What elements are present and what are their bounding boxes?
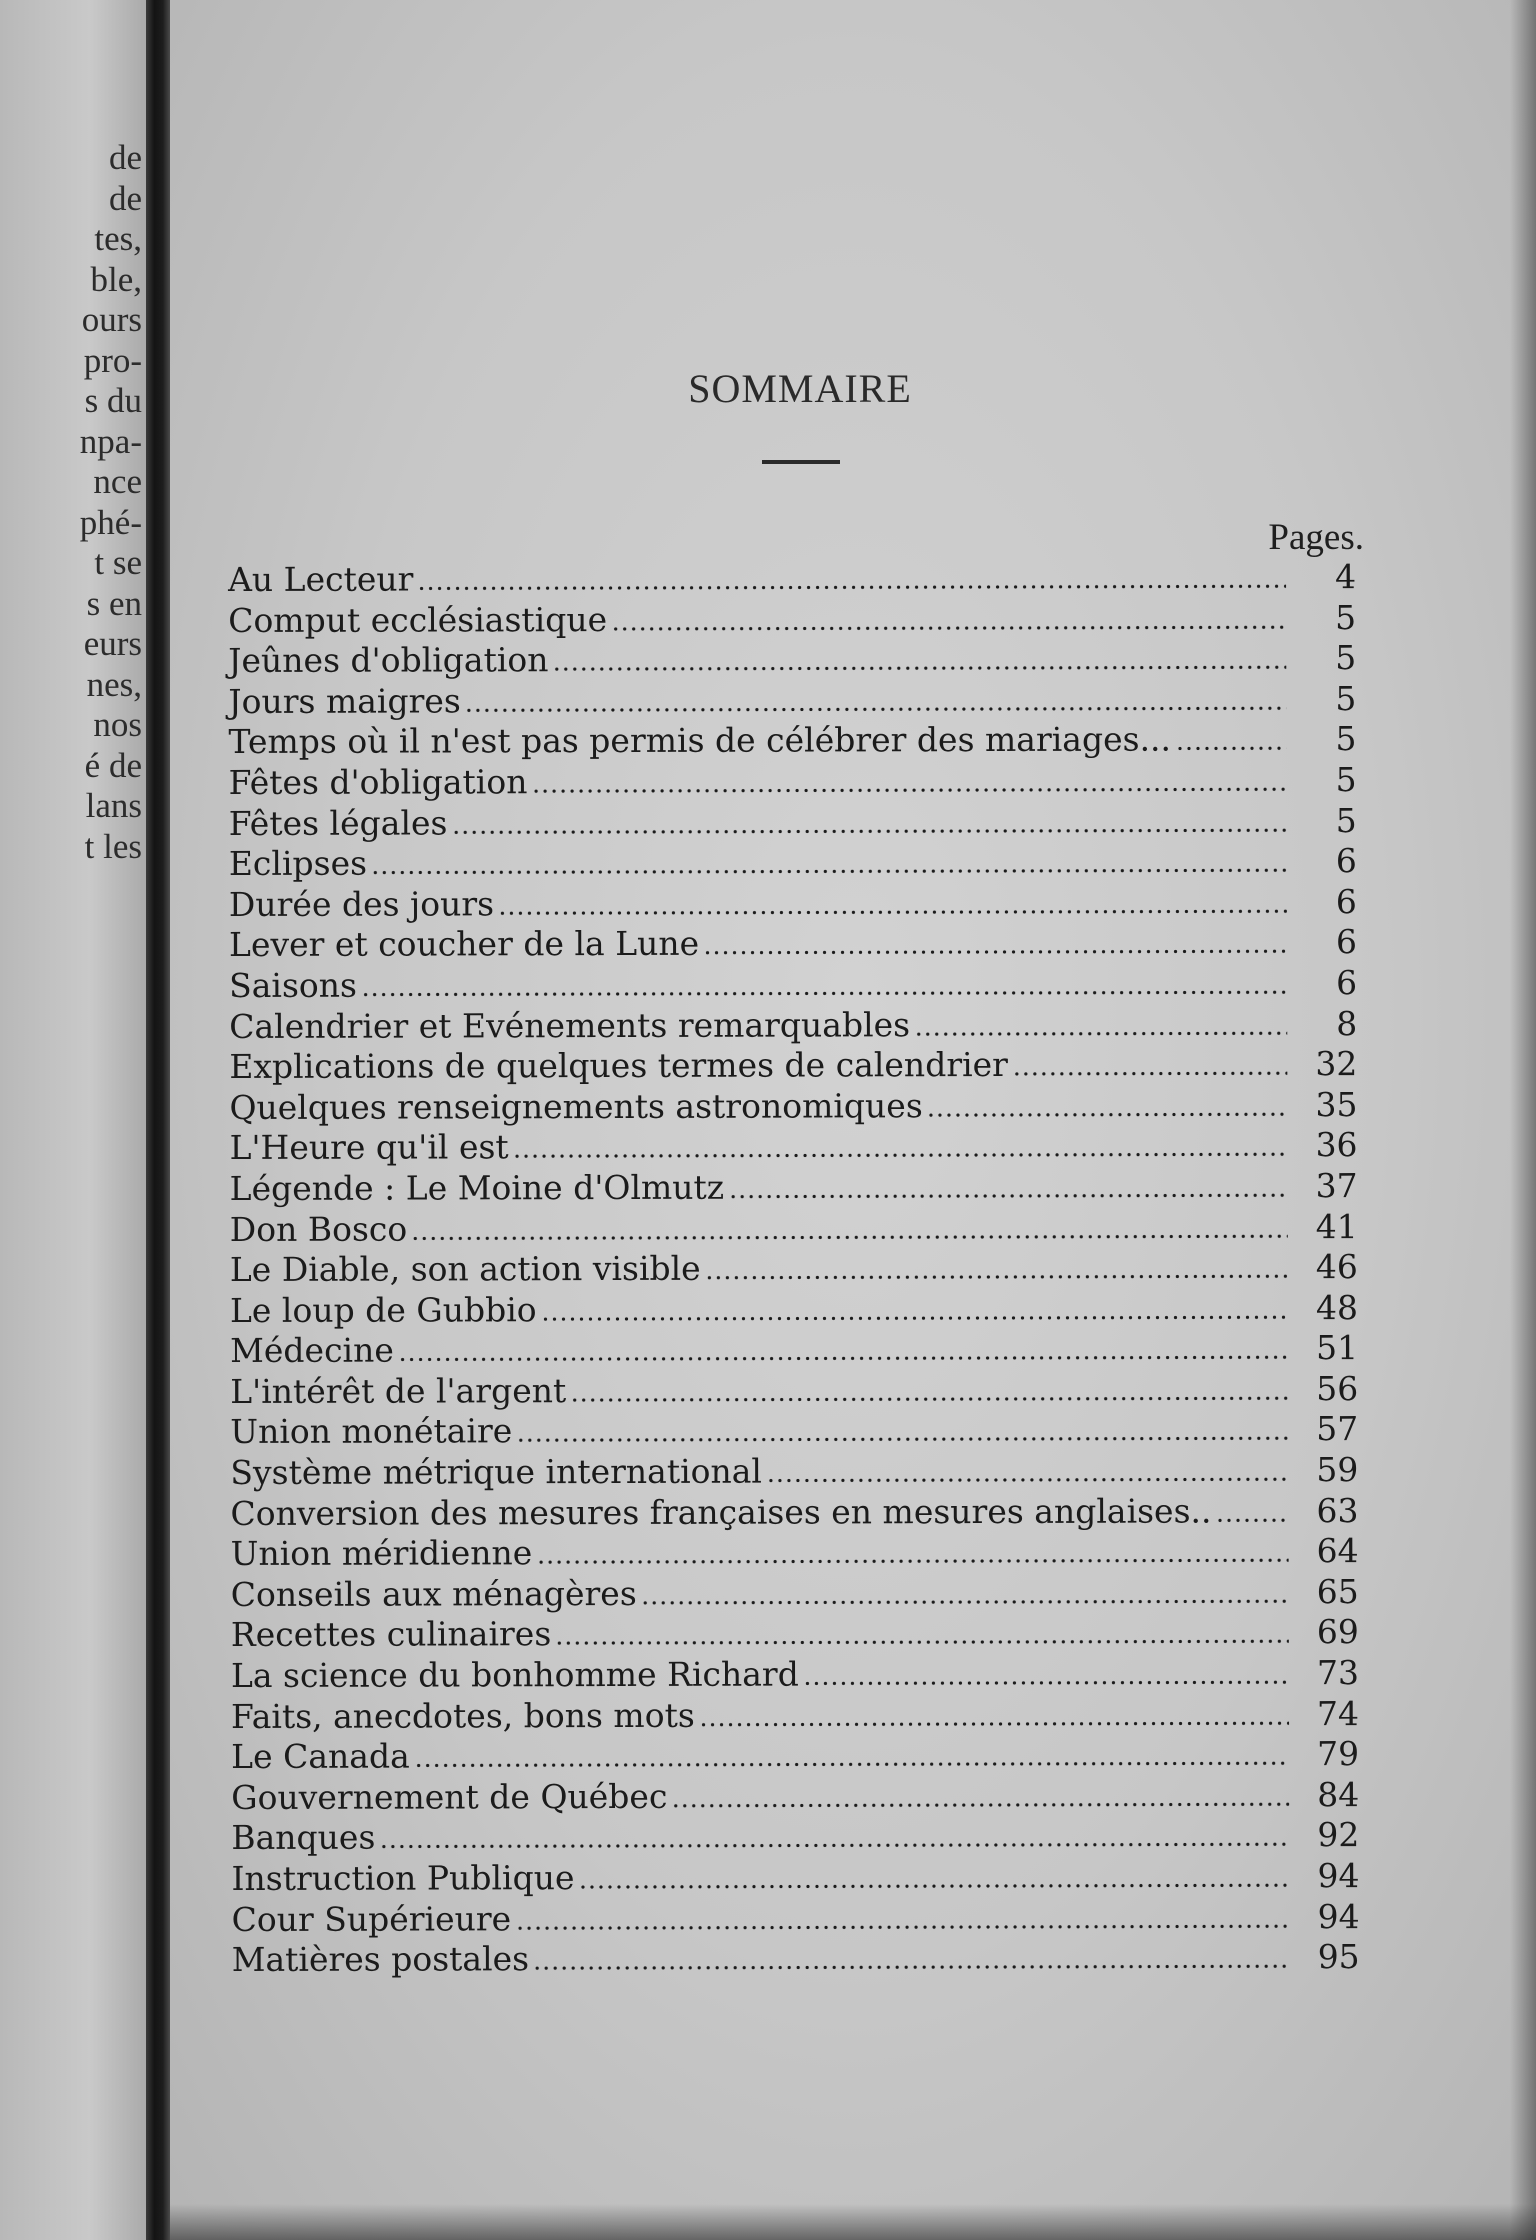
page-bottom-shadow bbox=[170, 2204, 1536, 2240]
left-page-line: nce bbox=[93, 462, 142, 501]
table-of-contents bbox=[228, 557, 1360, 1981]
left-page-line: t les bbox=[84, 826, 142, 866]
toc-entry-title: Jeûnes d'obligation bbox=[228, 640, 549, 681]
toc-entry bbox=[231, 1815, 1359, 1859]
dot-leader bbox=[498, 909, 1287, 915]
left-page-line: ours bbox=[81, 300, 142, 339]
toc-entry-title: La science du bonhomme Richard bbox=[230, 1654, 799, 1696]
dot-leader bbox=[536, 1558, 1288, 1564]
left-page-line: phé- bbox=[79, 502, 142, 542]
toc-entry-page: 63 bbox=[1316, 1490, 1359, 1530]
dot-leader bbox=[1175, 747, 1286, 751]
dot-leader bbox=[533, 1964, 1290, 1970]
dot-leader bbox=[728, 1193, 1287, 1198]
toc-entry-page: 8 bbox=[1336, 1003, 1358, 1043]
toc-entry bbox=[231, 1572, 1359, 1616]
toc-entry-page: 79 bbox=[1317, 1734, 1360, 1774]
toc-entry-title: Matières postales bbox=[231, 1939, 530, 1980]
title-rule bbox=[762, 460, 840, 464]
toc-entry-page: 5 bbox=[1335, 719, 1357, 759]
toc-entry-page: 84 bbox=[1317, 1774, 1360, 1814]
dot-leader bbox=[1012, 1071, 1287, 1076]
toc-entry-page: 5 bbox=[1335, 800, 1357, 840]
toc-entry-title: Explications de quelques termes de calendrier bbox=[229, 1045, 1008, 1087]
book-spine bbox=[146, 0, 170, 2240]
toc-entry bbox=[230, 1247, 1358, 1291]
toc-entry-page: 59 bbox=[1316, 1450, 1359, 1490]
dot-leader bbox=[1215, 1518, 1288, 1522]
dot-leader bbox=[927, 1112, 1288, 1117]
toc-entry-title: Le Canada bbox=[231, 1736, 410, 1777]
left-page-line: ble, bbox=[90, 259, 142, 299]
toc-entry bbox=[232, 1937, 1360, 1981]
toc-entry-title: Lever et coucher de la Lune bbox=[228, 924, 700, 965]
toc-entry bbox=[231, 1734, 1359, 1778]
toc-entry bbox=[228, 557, 1356, 601]
toc-entry-page: 6 bbox=[1336, 962, 1358, 1003]
left-page-line: nos bbox=[93, 705, 142, 744]
toc-entry bbox=[231, 1694, 1359, 1738]
toc-entry-title: Instruction Publique bbox=[231, 1858, 575, 1898]
toc-entry-page: 6 bbox=[1335, 881, 1357, 921]
toc-entry-page: 37 bbox=[1315, 1165, 1358, 1206]
left-page-line: npa- bbox=[79, 421, 142, 461]
toc-entry-title: Médecine bbox=[230, 1330, 394, 1371]
toc-entry-page: 5 bbox=[1335, 638, 1357, 678]
toc-entry-title: Le Diable, son action visible bbox=[229, 1248, 701, 1290]
toc-entry-title: Union méridienne bbox=[230, 1533, 533, 1574]
toc-entry bbox=[231, 1775, 1359, 1819]
dot-leader bbox=[766, 1477, 1288, 1482]
toc-entry-title: Quelques renseignements astronomiques bbox=[229, 1085, 923, 1127]
dot-leader bbox=[553, 665, 1287, 671]
toc-entry bbox=[229, 760, 1357, 804]
dot-leader bbox=[541, 1315, 1288, 1321]
toc-entry-page: 41 bbox=[1315, 1206, 1358, 1246]
toc-entry-page: 94 bbox=[1317, 1856, 1360, 1896]
toc-entry bbox=[229, 1044, 1357, 1088]
toc-entry-page: 95 bbox=[1317, 1937, 1360, 1977]
dot-leader bbox=[705, 1274, 1288, 1280]
dot-leader bbox=[671, 1802, 1289, 1808]
toc-entry bbox=[230, 1450, 1358, 1494]
toc-entry bbox=[229, 1004, 1357, 1048]
toc-entry bbox=[230, 1410, 1358, 1454]
toc-entry-page: 48 bbox=[1315, 1287, 1359, 1327]
dot-leader bbox=[516, 1437, 1288, 1443]
dot-leader bbox=[379, 1843, 1289, 1849]
dot-leader bbox=[515, 1924, 1289, 1930]
toc-entry bbox=[231, 1856, 1359, 1900]
left-page-line: tes, bbox=[94, 219, 142, 258]
toc-entry-title: Saisons bbox=[229, 965, 357, 1005]
toc-entry-title: Conseils aux ménagères bbox=[230, 1573, 637, 1614]
toc-entry bbox=[228, 679, 1356, 723]
toc-entry-title: Conversion des mesures françaises en mesures anglaises.. bbox=[230, 1491, 1212, 1533]
toc-entry bbox=[230, 1288, 1358, 1332]
toc-entry-title: Calendrier et Evénements remarquables bbox=[229, 1004, 911, 1046]
toc-entry-page: 36 bbox=[1315, 1125, 1358, 1165]
toc-entry-title: L'Heure qu'il est bbox=[229, 1127, 509, 1168]
dot-leader bbox=[555, 1640, 1289, 1646]
toc-entry-title: Le loup de Gubbio bbox=[229, 1289, 537, 1330]
dot-leader bbox=[699, 1721, 1289, 1727]
toc-entry-page: 35 bbox=[1315, 1084, 1358, 1124]
toc-entry-page: 4 bbox=[1334, 557, 1357, 597]
dot-leader bbox=[451, 828, 1286, 834]
toc-entry bbox=[230, 1207, 1358, 1251]
toc-entry-page: 6 bbox=[1335, 922, 1358, 962]
left-page-line: de bbox=[108, 178, 142, 218]
dot-leader bbox=[914, 1031, 1287, 1036]
toc-entry-page: 74 bbox=[1316, 1693, 1360, 1733]
toc-entry-page: 51 bbox=[1316, 1328, 1359, 1368]
toc-entry-title: Jours maigres bbox=[228, 681, 461, 721]
left-page-line: eurs bbox=[83, 624, 142, 663]
dot-leader bbox=[579, 1883, 1290, 1889]
left-page-line: s en bbox=[86, 583, 142, 623]
toc-entry-title: L'intérêt de l'argent bbox=[230, 1370, 567, 1411]
pages-column-header: Pages. bbox=[1268, 517, 1364, 558]
left-page-line: nes, bbox=[86, 664, 142, 704]
toc-entry-title: Banques bbox=[231, 1818, 376, 1858]
toc-entry-title: Système métrique international bbox=[230, 1451, 763, 1493]
toc-entry bbox=[231, 1653, 1359, 1697]
page-title: SOMMAIRE bbox=[688, 366, 912, 411]
toc-entry bbox=[231, 1531, 1359, 1575]
toc-entry-title: Recettes culinaires bbox=[230, 1614, 552, 1655]
left-page-line: pro- bbox=[83, 340, 142, 380]
toc-entry-page: 32 bbox=[1315, 1044, 1358, 1084]
toc-entry-title: Gouvernement de Québec bbox=[231, 1776, 668, 1817]
toc-entry bbox=[229, 1125, 1357, 1169]
toc-entry-title: Fêtes légales bbox=[228, 802, 448, 843]
toc-entry bbox=[232, 1897, 1360, 1941]
toc-entry-title: Légende : Le Moine d'Olmutz bbox=[229, 1167, 725, 1208]
toc-entry-page: 69 bbox=[1316, 1612, 1359, 1652]
left-page-line: t se bbox=[94, 543, 142, 582]
left-page bbox=[0, 0, 150, 2240]
dot-leader bbox=[531, 787, 1286, 793]
toc-entry-page: 5 bbox=[1335, 678, 1357, 718]
dot-leader bbox=[803, 1680, 1289, 1685]
toc-entry-title: Au Lecteur bbox=[228, 559, 414, 599]
dot-leader bbox=[641, 1599, 1289, 1605]
toc-entry-page: 65 bbox=[1316, 1571, 1359, 1611]
left-page-line: lans bbox=[85, 786, 142, 825]
toc-entry bbox=[230, 1166, 1358, 1210]
toc-entry bbox=[229, 801, 1357, 845]
toc-entry-page: 56 bbox=[1316, 1368, 1359, 1409]
dot-leader bbox=[570, 1396, 1288, 1402]
toc-entry-title: Don Bosco bbox=[229, 1209, 408, 1249]
toc-entry-title: Union monétaire bbox=[230, 1411, 513, 1452]
toc-entry bbox=[229, 963, 1357, 1007]
dot-leader bbox=[398, 1356, 1288, 1362]
toc-entry bbox=[230, 1369, 1358, 1413]
toc-entry bbox=[229, 841, 1357, 885]
page-edge-shadow bbox=[1510, 0, 1536, 2240]
toc-entry bbox=[228, 719, 1356, 763]
left-page-line: é de bbox=[84, 745, 142, 785]
toc-entry-title: Comput ecclésiastique bbox=[228, 599, 608, 640]
dot-leader bbox=[611, 625, 1286, 631]
left-page-line: de bbox=[108, 138, 142, 177]
dot-leader bbox=[513, 1153, 1288, 1159]
toc-entry-title: Faits, anecdotes, bons mots bbox=[230, 1695, 695, 1736]
toc-entry-page: 6 bbox=[1335, 841, 1357, 881]
dot-leader bbox=[417, 584, 1286, 590]
toc-entry-page: 5 bbox=[1335, 760, 1357, 800]
dot-leader bbox=[361, 990, 1287, 996]
dot-leader bbox=[414, 1761, 1289, 1767]
left-page-line: s du bbox=[84, 381, 142, 420]
toc-entry-title: Durée des jours bbox=[228, 884, 495, 924]
toc-entry bbox=[230, 1491, 1358, 1535]
toc-entry bbox=[229, 1085, 1357, 1129]
toc-entry-title: Eclipses bbox=[228, 843, 368, 884]
toc-entry-page: 57 bbox=[1316, 1409, 1359, 1449]
toc-entry bbox=[229, 922, 1357, 966]
toc-entry bbox=[228, 638, 1356, 682]
toc-entry bbox=[229, 882, 1357, 926]
toc-entry-page: 73 bbox=[1316, 1653, 1359, 1693]
toc-entry-title: Temps où il n'est pas permis de célébrer des mariages... bbox=[228, 719, 1172, 762]
toc-entry-page: 64 bbox=[1316, 1531, 1359, 1571]
toc-entry bbox=[231, 1612, 1359, 1656]
dot-leader bbox=[411, 1234, 1288, 1240]
toc-entry-title: Cour Supérieure bbox=[231, 1898, 512, 1939]
toc-entry-page: 94 bbox=[1317, 1896, 1360, 1936]
toc-entry bbox=[230, 1328, 1358, 1372]
dot-leader bbox=[465, 706, 1287, 712]
toc-entry-page: 5 bbox=[1335, 597, 1357, 637]
toc-entry-page: 92 bbox=[1317, 1815, 1360, 1855]
left-page-text bbox=[2, 138, 142, 867]
toc-entry-title: Fêtes d'obligation bbox=[228, 762, 528, 802]
toc-entry bbox=[228, 598, 1356, 642]
toc-entry-page: 46 bbox=[1315, 1247, 1358, 1287]
dot-leader bbox=[703, 950, 1287, 956]
dot-leader bbox=[371, 868, 1287, 874]
